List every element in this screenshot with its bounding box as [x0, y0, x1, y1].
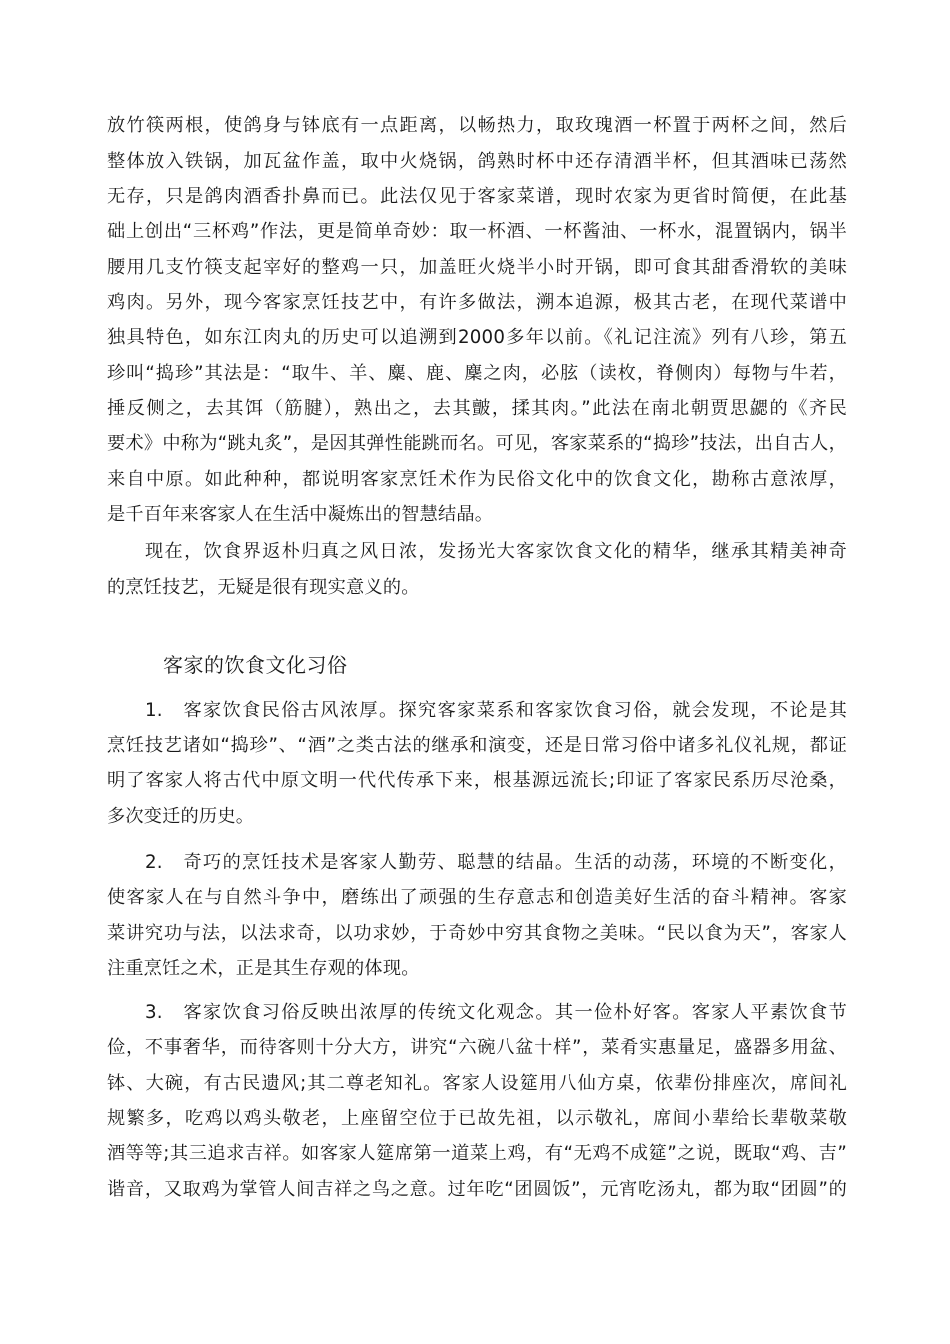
list-item-line: 谐音，又取鸡为掌管人间吉祥之鸟之意。过年吃“团圆饭”，元宵吃汤丸，都为取“团圆”的 [107, 1179, 847, 1200]
paragraph-line: 鸡肉。另外，现今客家烹饪技艺中，有许多做法，溯本追源，极其古老，在现代菜谱中 [107, 292, 847, 313]
paragraph-line: 现在，饮食界返朴归真之风日浓，发扬光大客家饮食文化的精华，继承其精美神奇 [145, 541, 847, 562]
paragraph-line: 捶反侧之，去其饵（筋腱），熟出之，去其皽，揉其肉。”此法在南北朝贾思勰的《齐民 [107, 398, 847, 419]
paragraph-line: 无存，只是鸽肉酒香扑鼻而已。此法仅见于客家菜谱，现时农家为更省时简便，在此基 [107, 186, 847, 207]
list-item-line: 多次变迁的历史。 [107, 806, 255, 827]
list-item-line: 菜讲究功与法，以法求奇，以功求妙，于奇妙中穷其食物之美味。“民以食为天”，客家人 [107, 923, 847, 944]
list-item-line: 2. 奇巧的烹饪技术是客家人勤劳、聪慧的结晶。生活的动荡，环境的不断变化， [145, 852, 847, 873]
paragraph-line: 独具特色，如东江肉丸的历史可以追溯到2000多年以前。《礼记注流》列有八珍，第五 [107, 327, 847, 348]
list-item-line: 烹饪技艺诸如“捣珍”、“酒”之类古法的继承和演变，还是日常习俗中诸多礼仪礼规，都证 [107, 735, 847, 756]
list-item-line: 1. 客家饮食民俗古风浓厚。探究客家菜系和客家饮食习俗，就会发现，不论是其 [145, 700, 847, 721]
paragraph-line: 的烹饪技艺，无疑是很有现实意义的。 [107, 577, 420, 598]
paragraph-line: 整体放入铁锅，加瓦盆作盖，取中火烧锅，鸽熟时杯中还存清酒半杯，但其酒味已荡然 [107, 151, 847, 172]
list-item-line: 使客家人在与自然斗争中，磨练出了顽强的生存意志和创造美好生活的奋斗精神。客家 [107, 887, 847, 908]
list-item-line: 俭，不事奢华，而待客则十分大方，讲究“六碗八盆十样”，菜肴实惠量足，盛器多用盆、 [107, 1037, 847, 1058]
section-heading: 客家的饮食文化习俗 [163, 653, 348, 677]
list-item-line: 明了客家人将古代中原文明一代代传承下来，根基源远流长;印证了客家民系历尽沧桑， [107, 770, 847, 791]
paragraph-line: 放竹筷两根，使鸽身与钵底有一点距离，以畅热力，取玫瑰酒一杯置于两杯之间，然后 [107, 115, 847, 136]
list-item-line: 规繁多，吃鸡以鸡头敬老，上座留空位于已故先祖，以示敬礼，席间小辈给长辈敬菜敬 [107, 1108, 847, 1129]
paragraph-line: 腰用几支竹筷支起宰好的整鸡一只，加盖旺火烧半小时开锅，即可食其甜香滑软的美味 [107, 257, 847, 278]
paragraph-line: 来自中原。如此种种，都说明客家烹饪术作为民俗文化中的饮食文化，勘称古意浓厚， [107, 469, 847, 490]
list-item-line: 3. 客家饮食习俗反映出浓厚的传统文化观念。其一俭朴好客。客家人平素饮食节 [145, 1002, 847, 1023]
list-item-line: 酒等等;其三追求吉祥。如客家人筵席第一道菜上鸡，有“无鸡不成筵”之说，既取“鸡、吉” [107, 1143, 847, 1164]
paragraph-line: 是千百年来客家人在生活中凝炼出的智慧结晶。 [107, 504, 494, 525]
paragraph-line: 础上创出“三杯鸡”作法，更是简单奇妙：取一杯酒、一杯酱油、一杯水，混置锅内，锅半 [107, 221, 847, 242]
list-item-line: 钵、大碗，有古民遗风;其二尊老知礼。客家人设筵用八仙方桌，依辈份排座次，席间礼 [107, 1073, 847, 1094]
paragraph-line: 珍叫“捣珍”其法是：“取牛、羊、麋、鹿、麇之肉，必胘（读枚，脊侧肉）每物与牛若， [107, 363, 847, 384]
list-item-line: 注重烹饪之术，正是其生存观的体现。 [107, 958, 420, 979]
paragraph-line: 要术》中称为“跳丸炙”，是因其弹性能跳而名。可见，客家菜系的“捣珍”技法，出自古人， [107, 433, 847, 454]
